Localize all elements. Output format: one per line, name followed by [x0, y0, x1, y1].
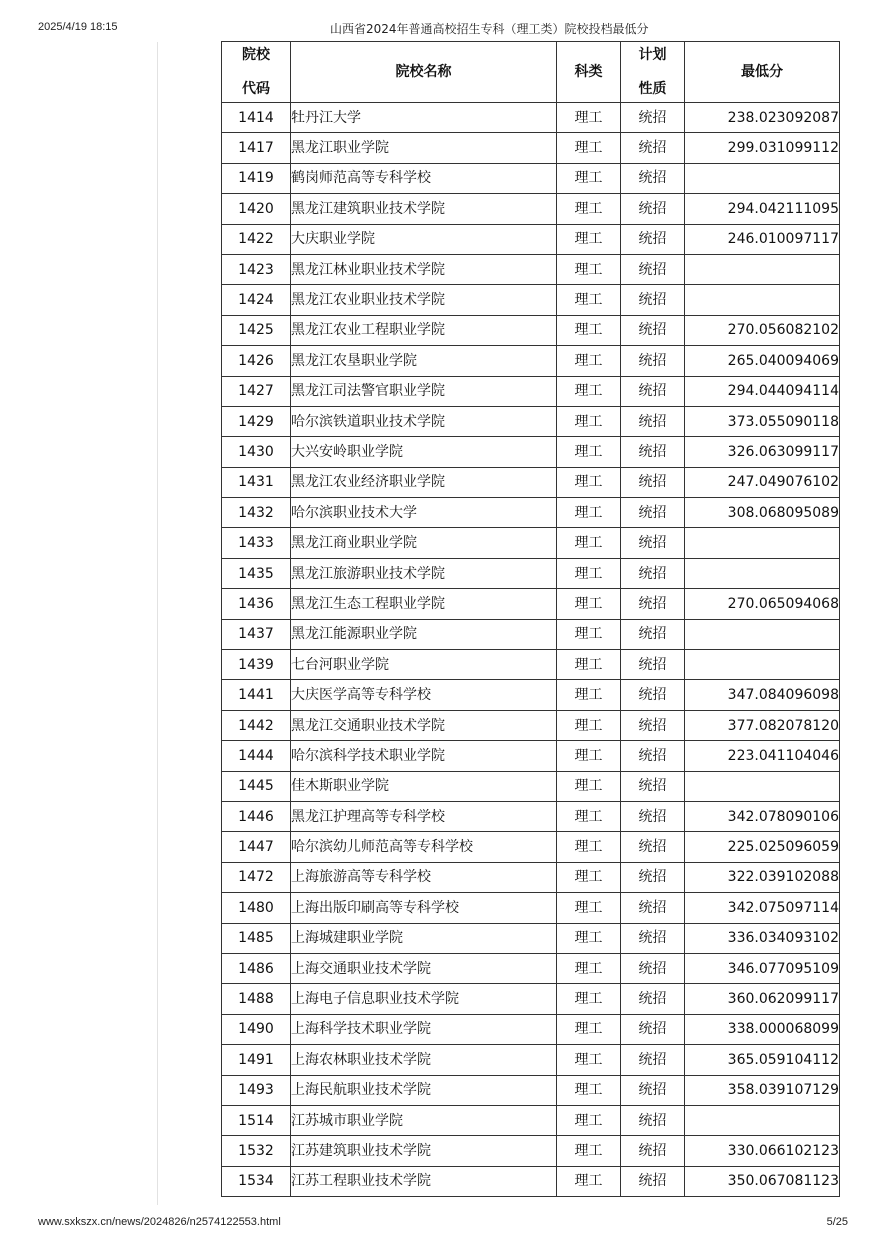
- cell-score: 246.010097117: [685, 224, 840, 254]
- cell-score: 365.059104112: [685, 1045, 840, 1075]
- cell-type: 理工: [557, 285, 621, 315]
- cell-code: 1441: [222, 680, 291, 710]
- cell-name: 黑龙江林业职业技术学院: [291, 254, 557, 284]
- cell-plan: 统招: [621, 1136, 685, 1166]
- cell-type: 理工: [557, 984, 621, 1014]
- table-row: [222, 893, 840, 923]
- cell-code: 1436: [222, 589, 291, 619]
- cell-score: [685, 650, 840, 680]
- cell-code: 1424: [222, 285, 291, 315]
- cell-score: 377.082078120: [685, 710, 840, 740]
- cell-type: 理工: [557, 832, 621, 862]
- table-row: [222, 558, 840, 588]
- cell-type: 理工: [557, 619, 621, 649]
- cell-type: 理工: [557, 741, 621, 771]
- col-header-plan: [621, 42, 685, 103]
- cell-code: 1472: [222, 862, 291, 892]
- cell-plan: 统招: [621, 194, 685, 224]
- cell-score: 346.077095109: [685, 953, 840, 983]
- table-row: [222, 498, 840, 528]
- cell-plan: 统招: [621, 103, 685, 133]
- cell-plan: 统招: [621, 589, 685, 619]
- cell-type: 理工: [557, 710, 621, 740]
- cell-plan: 统招: [621, 771, 685, 801]
- cell-score: 308.068095089: [685, 498, 840, 528]
- cell-score: 358.039107129: [685, 1075, 840, 1105]
- cell-score: 338.000068099: [685, 1014, 840, 1044]
- table-row: [222, 133, 840, 163]
- cell-name: 大庆医学高等专科学校: [291, 680, 557, 710]
- cell-type: 理工: [557, 133, 621, 163]
- table-row: [222, 254, 840, 284]
- margin-divider: [157, 42, 158, 1205]
- cell-type: 理工: [557, 1045, 621, 1075]
- cell-name: 黑龙江建筑职业技术学院: [291, 194, 557, 224]
- table-row: [222, 1075, 840, 1105]
- cell-plan: 统招: [621, 984, 685, 1014]
- cell-score: 360.062099117: [685, 984, 840, 1014]
- cell-plan: 统招: [621, 254, 685, 284]
- cell-plan: 统招: [621, 893, 685, 923]
- table-row: [222, 224, 840, 254]
- cell-type: 理工: [557, 1105, 621, 1135]
- col-header-score: 最低分: [685, 42, 840, 103]
- cell-name: 黑龙江能源职业学院: [291, 619, 557, 649]
- cell-name: 江苏工程职业技术学院: [291, 1166, 557, 1196]
- col-header-plan-line2: 性质: [638, 81, 667, 97]
- cell-name: 黑龙江农业职业技术学院: [291, 285, 557, 315]
- cell-code: 1431: [222, 467, 291, 497]
- cell-code: 1435: [222, 558, 291, 588]
- table-row: [222, 1136, 840, 1166]
- cell-type: 理工: [557, 437, 621, 467]
- cell-type: 理工: [557, 862, 621, 892]
- cell-code: 1426: [222, 346, 291, 376]
- table-row: [222, 589, 840, 619]
- cell-code: 1422: [222, 224, 291, 254]
- table-row: [222, 285, 840, 315]
- cell-score: 342.078090106: [685, 801, 840, 831]
- table-row: [222, 619, 840, 649]
- table-row: [222, 437, 840, 467]
- cell-name: 上海城建职业学院: [291, 923, 557, 953]
- cell-name: 黑龙江旅游职业技术学院: [291, 558, 557, 588]
- cell-score: 373.055090118: [685, 406, 840, 436]
- cell-score: 299.031099112: [685, 133, 840, 163]
- cell-code: 1442: [222, 710, 291, 740]
- cell-plan: 统招: [621, 619, 685, 649]
- table-row: [222, 832, 840, 862]
- cell-plan: 统招: [621, 437, 685, 467]
- cell-plan: 统招: [621, 650, 685, 680]
- cell-code: 1437: [222, 619, 291, 649]
- cell-code: 1425: [222, 315, 291, 345]
- cell-code: 1445: [222, 771, 291, 801]
- cell-name: 大庆职业学院: [291, 224, 557, 254]
- table-row: [222, 923, 840, 953]
- cell-name: 黑龙江职业学院: [291, 133, 557, 163]
- cell-code: 1532: [222, 1136, 291, 1166]
- cell-plan: 统招: [621, 315, 685, 345]
- table-row: [222, 953, 840, 983]
- cell-name: 黑龙江生态工程职业学院: [291, 589, 557, 619]
- cell-code: 1433: [222, 528, 291, 558]
- cell-name: 上海旅游高等专科学校: [291, 862, 557, 892]
- cell-plan: 统招: [621, 406, 685, 436]
- cell-type: 理工: [557, 163, 621, 193]
- cell-score: 336.034093102: [685, 923, 840, 953]
- col-header-code-line2: 代码: [242, 81, 270, 97]
- table-header: [222, 42, 840, 103]
- cell-code: 1493: [222, 1075, 291, 1105]
- score-table: [221, 41, 840, 1197]
- cell-plan: 统招: [621, 862, 685, 892]
- cell-name: 上海交通职业技术学院: [291, 953, 557, 983]
- table-row: [222, 650, 840, 680]
- cell-code: 1417: [222, 133, 291, 163]
- cell-score: 326.063099117: [685, 437, 840, 467]
- cell-code: 1432: [222, 498, 291, 528]
- cell-name: 黑龙江农业工程职业学院: [291, 315, 557, 345]
- table-row: [222, 771, 840, 801]
- cell-score: 350.067081123: [685, 1166, 840, 1196]
- cell-name: 上海民航职业技术学院: [291, 1075, 557, 1105]
- cell-type: 理工: [557, 801, 621, 831]
- cell-score: 322.039102088: [685, 862, 840, 892]
- cell-score: 270.065094068: [685, 589, 840, 619]
- cell-score: 294.042111095: [685, 194, 840, 224]
- cell-code: 1446: [222, 801, 291, 831]
- cell-score: [685, 254, 840, 284]
- cell-code: 1534: [222, 1166, 291, 1196]
- cell-name: 黑龙江交通职业技术学院: [291, 710, 557, 740]
- cell-score: 347.084096098: [685, 680, 840, 710]
- cell-type: 理工: [557, 254, 621, 284]
- cell-name: 哈尔滨铁道职业技术学院: [291, 406, 557, 436]
- cell-plan: 统招: [621, 801, 685, 831]
- cell-score: [685, 558, 840, 588]
- cell-type: 理工: [557, 1166, 621, 1196]
- cell-type: 理工: [557, 953, 621, 983]
- cell-plan: 统招: [621, 680, 685, 710]
- cell-name: 七台河职业学院: [291, 650, 557, 680]
- col-header-name: 院校名称: [291, 42, 557, 103]
- cell-plan: 统招: [621, 1045, 685, 1075]
- cell-type: 理工: [557, 1014, 621, 1044]
- cell-code: 1429: [222, 406, 291, 436]
- cell-type: 理工: [557, 558, 621, 588]
- cell-type: 理工: [557, 194, 621, 224]
- cell-code: 1447: [222, 832, 291, 862]
- table-row: [222, 1166, 840, 1196]
- cell-plan: 统招: [621, 923, 685, 953]
- col-header-plan-line1: 计划: [638, 47, 667, 63]
- cell-score: 225.025096059: [685, 832, 840, 862]
- table-row: [222, 1045, 840, 1075]
- cell-name: 黑龙江农业经济职业学院: [291, 467, 557, 497]
- table-row: [222, 801, 840, 831]
- cell-code: 1423: [222, 254, 291, 284]
- cell-type: 理工: [557, 376, 621, 406]
- cell-type: 理工: [557, 771, 621, 801]
- table-row: [222, 862, 840, 892]
- cell-code: 1439: [222, 650, 291, 680]
- cell-plan: 统招: [621, 1075, 685, 1105]
- cell-plan: 统招: [621, 498, 685, 528]
- cell-code: 1420: [222, 194, 291, 224]
- table-row: [222, 163, 840, 193]
- cell-name: 上海科学技术职业学院: [291, 1014, 557, 1044]
- cell-score: 247.049076102: [685, 467, 840, 497]
- cell-name: 哈尔滨科学技术职业学院: [291, 741, 557, 771]
- cell-score: 270.056082102: [685, 315, 840, 345]
- cell-plan: 统招: [621, 528, 685, 558]
- cell-score: 265.040094069: [685, 346, 840, 376]
- cell-code: 1414: [222, 103, 291, 133]
- cell-type: 理工: [557, 650, 621, 680]
- table-row: [222, 710, 840, 740]
- cell-plan: 统招: [621, 467, 685, 497]
- cell-type: 理工: [557, 1136, 621, 1166]
- cell-code: 1419: [222, 163, 291, 193]
- table-row: [222, 1014, 840, 1044]
- cell-code: 1514: [222, 1105, 291, 1135]
- cell-score: 330.066102123: [685, 1136, 840, 1166]
- cell-code: 1485: [222, 923, 291, 953]
- cell-score: [685, 285, 840, 315]
- table-row: [222, 194, 840, 224]
- print-datetime: 2025/4/19 18:15: [38, 21, 118, 33]
- cell-name: 鹤岗师范高等专科学校: [291, 163, 557, 193]
- table-row: [222, 1105, 840, 1135]
- cell-type: 理工: [557, 1075, 621, 1105]
- col-header-type: 科类: [557, 42, 621, 103]
- cell-code: 1427: [222, 376, 291, 406]
- cell-score: 238.023092087: [685, 103, 840, 133]
- cell-plan: 统招: [621, 1166, 685, 1196]
- table-row: [222, 680, 840, 710]
- cell-score: 342.075097114: [685, 893, 840, 923]
- cell-name: 大兴安岭职业学院: [291, 437, 557, 467]
- cell-type: 理工: [557, 346, 621, 376]
- cell-score: 223.041104046: [685, 741, 840, 771]
- cell-type: 理工: [557, 467, 621, 497]
- cell-plan: 统招: [621, 832, 685, 862]
- cell-plan: 统招: [621, 1105, 685, 1135]
- cell-type: 理工: [557, 315, 621, 345]
- cell-type: 理工: [557, 589, 621, 619]
- cell-name: 哈尔滨幼儿师范高等专科学校: [291, 832, 557, 862]
- cell-plan: 统招: [621, 346, 685, 376]
- table-row: [222, 741, 840, 771]
- cell-code: 1444: [222, 741, 291, 771]
- table-row: [222, 103, 840, 133]
- cell-type: 理工: [557, 528, 621, 558]
- cell-code: 1490: [222, 1014, 291, 1044]
- table-row: [222, 528, 840, 558]
- cell-name: 黑龙江商业职业学院: [291, 528, 557, 558]
- cell-type: 理工: [557, 406, 621, 436]
- cell-plan: 统招: [621, 163, 685, 193]
- cell-code: 1491: [222, 1045, 291, 1075]
- cell-name: 黑龙江护理高等专科学校: [291, 801, 557, 831]
- cell-plan: 统招: [621, 376, 685, 406]
- cell-code: 1486: [222, 953, 291, 983]
- table-row: [222, 315, 840, 345]
- cell-name: 上海电子信息职业技术学院: [291, 984, 557, 1014]
- cell-plan: 统招: [621, 558, 685, 588]
- cell-score: [685, 619, 840, 649]
- footer-url: www.sxkszx.cn/news/2024826/n2574122553.html: [38, 1216, 281, 1228]
- table-row: [222, 376, 840, 406]
- cell-name: 江苏城市职业学院: [291, 1105, 557, 1135]
- col-header-code-line1: 院校: [242, 47, 270, 63]
- cell-type: 理工: [557, 680, 621, 710]
- cell-name: 黑龙江司法警官职业学院: [291, 376, 557, 406]
- cell-plan: 统招: [621, 224, 685, 254]
- cell-score: [685, 163, 840, 193]
- cell-name: 黑龙江农垦职业学院: [291, 346, 557, 376]
- table-row: [222, 346, 840, 376]
- cell-score: [685, 528, 840, 558]
- cell-plan: 统招: [621, 285, 685, 315]
- cell-type: 理工: [557, 224, 621, 254]
- col-header-code: [222, 42, 291, 103]
- cell-name: 佳木斯职业学院: [291, 771, 557, 801]
- cell-plan: 统招: [621, 710, 685, 740]
- table-row: [222, 406, 840, 436]
- cell-plan: 统招: [621, 133, 685, 163]
- cell-code: 1430: [222, 437, 291, 467]
- cell-plan: 统招: [621, 741, 685, 771]
- cell-plan: 统招: [621, 953, 685, 983]
- cell-type: 理工: [557, 498, 621, 528]
- cell-name: 江苏建筑职业技术学院: [291, 1136, 557, 1166]
- cell-name: 上海出版印刷高等专科学校: [291, 893, 557, 923]
- cell-type: 理工: [557, 893, 621, 923]
- table-row: [222, 467, 840, 497]
- cell-type: 理工: [557, 923, 621, 953]
- table-row: [222, 984, 840, 1014]
- cell-score: [685, 1105, 840, 1135]
- cell-type: 理工: [557, 103, 621, 133]
- table-body: [222, 103, 840, 1197]
- cell-code: 1480: [222, 893, 291, 923]
- page-title: 山西省2024年普通高校招生专科（理工类）院校投档最低分: [330, 22, 649, 36]
- cell-code: 1488: [222, 984, 291, 1014]
- cell-name: 哈尔滨职业技术大学: [291, 498, 557, 528]
- cell-score: [685, 771, 840, 801]
- cell-name: 上海农林职业技术学院: [291, 1045, 557, 1075]
- page-number: 5/25: [826, 1216, 848, 1228]
- cell-plan: 统招: [621, 1014, 685, 1044]
- cell-name: 牡丹江大学: [291, 103, 557, 133]
- cell-score: 294.044094114: [685, 376, 840, 406]
